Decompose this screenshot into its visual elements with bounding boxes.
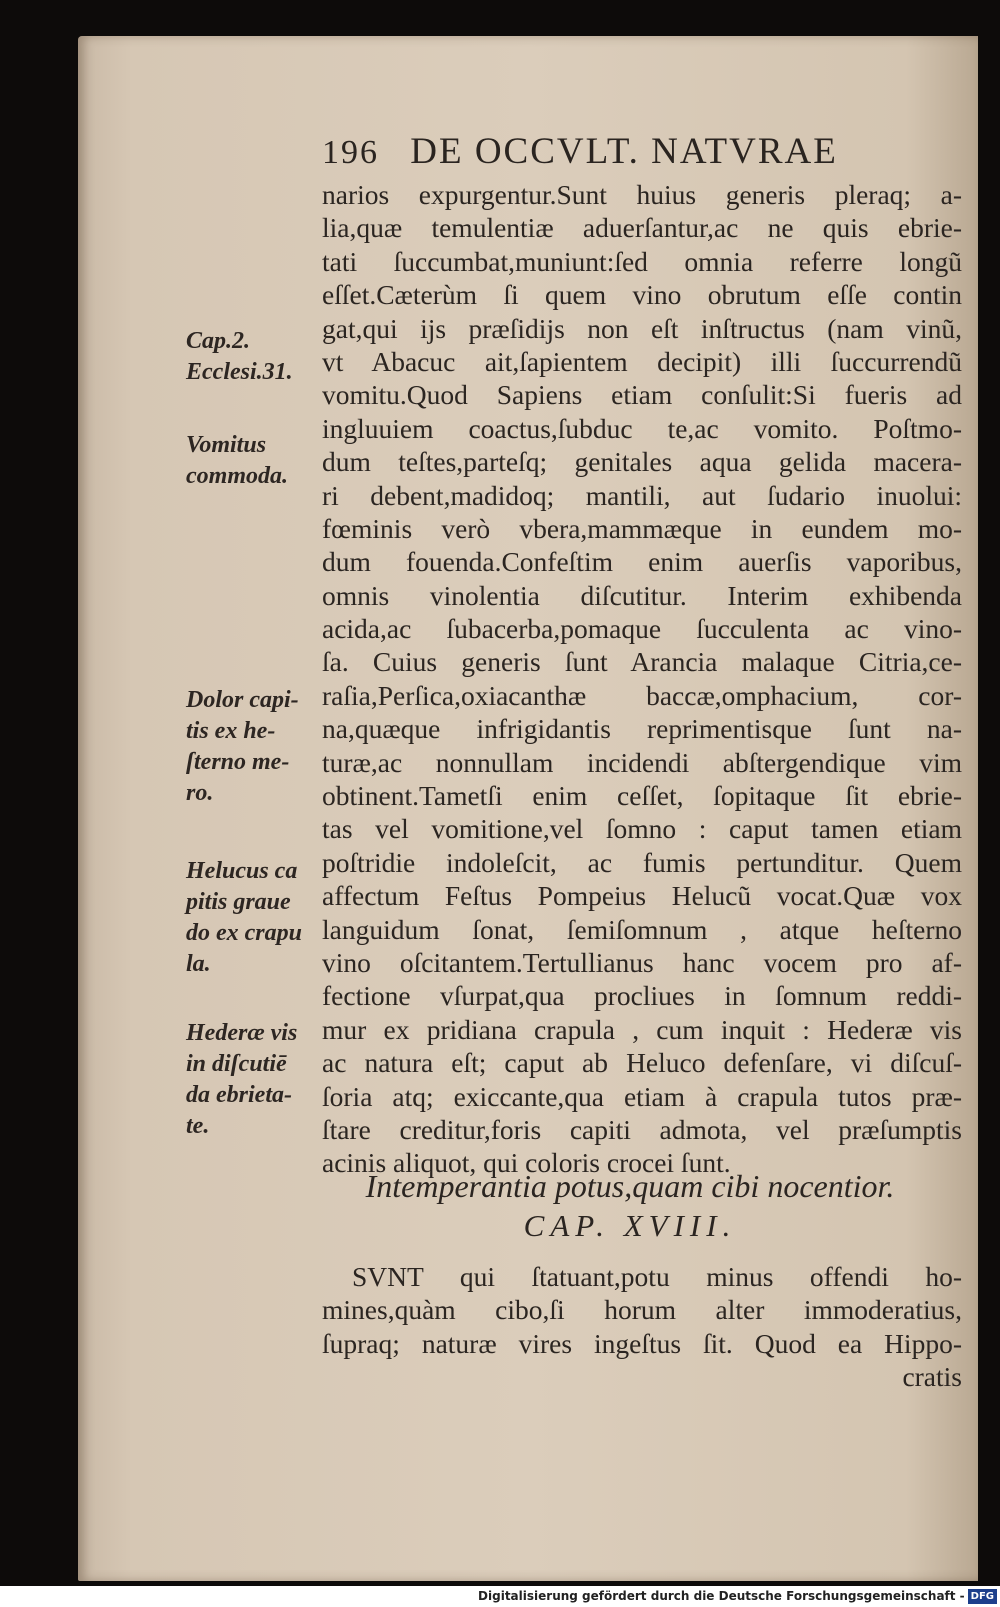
text-line: fectione vſurpat,qua procliues in ſomnum reddi- bbox=[322, 980, 962, 1012]
margin-note-line: la. bbox=[186, 951, 211, 977]
text-line: dum fouenda.Confeſtim enim auerſis vaporibus, bbox=[322, 546, 962, 578]
text-line: vomitu.Quod Sapiens etiam conſulit:Si fueris ad bbox=[322, 379, 962, 411]
margin-note-line: in diſcutiē bbox=[186, 1051, 287, 1077]
text-line: eſſet.Cæterùm ſi quem vino obrutum eſſe contin bbox=[322, 279, 962, 311]
digitization-footer bbox=[0, 1586, 1000, 1607]
text-line: ſa. Cuius generis ſunt Arancia malaque Citria,ce- bbox=[322, 646, 962, 678]
text-line: mur ex pridiana crapula , cum inquit : Hederæ vis bbox=[322, 1013, 962, 1045]
text-line: tas vel vomitione,vel ſomno : caput tamen etiam bbox=[322, 813, 962, 845]
text-line: tati ſuccumbat,muniunt:ſed omnia referre longũ bbox=[322, 245, 962, 277]
text-line: vino oſcitantem.Tertullianus hanc vocem pro af- bbox=[322, 946, 962, 978]
dfg-logo: DFG bbox=[968, 1589, 997, 1604]
text-line: dum teſtes,parteſq; genitales aqua gelida macera- bbox=[322, 446, 962, 478]
page-number: 196 bbox=[322, 134, 379, 171]
text-line: affectum Feſtus Pompeius Helucũ vocat.Quæ vox bbox=[322, 880, 962, 912]
text-line: ac natura eſt; caput ab Heluco defenſare, vi diſcuſ- bbox=[322, 1047, 962, 1079]
text-line: raſia,Perſica,oxiacanthæ baccæ,omphacium, cor- bbox=[322, 679, 962, 711]
margin-note-citation bbox=[186, 326, 326, 388]
margin-note-helucus bbox=[186, 856, 326, 980]
margin-note-dolor bbox=[186, 685, 326, 809]
margin-note-line: ro. bbox=[186, 780, 214, 806]
chapter-number: CAP. XVIII. bbox=[523, 1208, 737, 1243]
text-line: ſupraq; naturæ vires ingeſtus ſit. Quod ea Hippo- bbox=[322, 1327, 962, 1359]
text-line: acinis aliquot, qui coloris crocei ſunt. bbox=[322, 1147, 731, 1179]
text-line: turæ,ac nonnullam incidendi abſtergendique vim bbox=[322, 746, 962, 778]
margin-note-line: da ebrieta- bbox=[186, 1082, 292, 1108]
text-line: narios expurgentur.Sunt huius generis pleraq; a- bbox=[322, 179, 962, 210]
margin-note-line: do ex crapu bbox=[186, 920, 302, 946]
text-line: ri debent,madidoq; mantili, aut ſudario inuolui: bbox=[322, 479, 962, 511]
text-line: vt Abacuc ait,ſapientem decipit) illi ſuccurrendũ bbox=[322, 345, 962, 377]
text-line: lia,quæ temulentiæ aduerſantur,ac ne quis ebrie- bbox=[322, 212, 962, 244]
footer-text: Digitalisierung gefördert durch die Deutsche Forschungsgemeinschaft - bbox=[478, 1589, 965, 1603]
margin-note-line: Vomitus bbox=[186, 432, 267, 458]
running-header bbox=[322, 130, 838, 173]
margin-note-line: Helucus ca bbox=[186, 858, 298, 884]
running-title: DE OCCVLT. NATVRAE bbox=[410, 131, 838, 172]
margin-note-line: commoda. bbox=[186, 463, 288, 489]
text-line: fœminis verò vbera,mammæque in eundem mo- bbox=[322, 512, 962, 544]
margin-note-line: Cap.2. bbox=[186, 328, 251, 354]
margin-note-line: Ecclesi.31. bbox=[186, 359, 293, 385]
text-line: languidum ſonat, ſemiſomnum , atque heſterno bbox=[322, 913, 962, 945]
margin-note-hedera bbox=[186, 1018, 326, 1142]
margin-note-line: te. bbox=[186, 1113, 210, 1139]
margin-note-line: Dolor capi- bbox=[186, 687, 299, 713]
chapter-text-block bbox=[322, 1260, 962, 1394]
text-line: omnis vinolentia diſcutitur. Interim exhibenda bbox=[322, 579, 962, 611]
text-line: acida,ac ſubacerba,pomaque ſucculenta ac vino- bbox=[322, 613, 962, 645]
text-line: mines,quàm cibo,ſi horum alter immoderatius, bbox=[322, 1294, 962, 1326]
margin-note-line: pitis graue bbox=[186, 889, 291, 915]
text-line: na,quæque infrigidantis reprimentisque ſunt na- bbox=[322, 713, 962, 745]
margin-note-line: tis ex he- bbox=[186, 718, 276, 744]
margin-note-line: ſterno me- bbox=[186, 749, 290, 775]
text-line: gat,qui ijs præſidijs non eſt inſtructus (nam vinũ, bbox=[322, 312, 962, 344]
text-line: ſtare creditur,foris capiti admota, vel præſumptis bbox=[322, 1113, 962, 1145]
main-text-block bbox=[322, 178, 962, 1180]
text-line: poſtridie indoleſcit, ac fumis pertunditur. Quem bbox=[322, 846, 962, 878]
catchword: cratis bbox=[902, 1361, 962, 1393]
text-line: ſoria atq; exiccante,qua etiam à crapula tutos præ- bbox=[322, 1080, 962, 1112]
chapter-title: Intemperantia potus,quam cibi nocentior. bbox=[365, 1168, 895, 1204]
text-line: ingluuiem coactus,ſubduc te,ac vomito. Poſtmo- bbox=[322, 412, 962, 444]
margin-note-vomitus bbox=[186, 430, 326, 492]
margin-note-line: Hederæ vis bbox=[186, 1020, 298, 1046]
text-line: SVNT qui ſtatuant,potu minus offendi ho- bbox=[352, 1261, 962, 1292]
text-line: obtinent.Tametſi enim ceſſet, ſopitaque ſit ebrie- bbox=[322, 780, 962, 812]
